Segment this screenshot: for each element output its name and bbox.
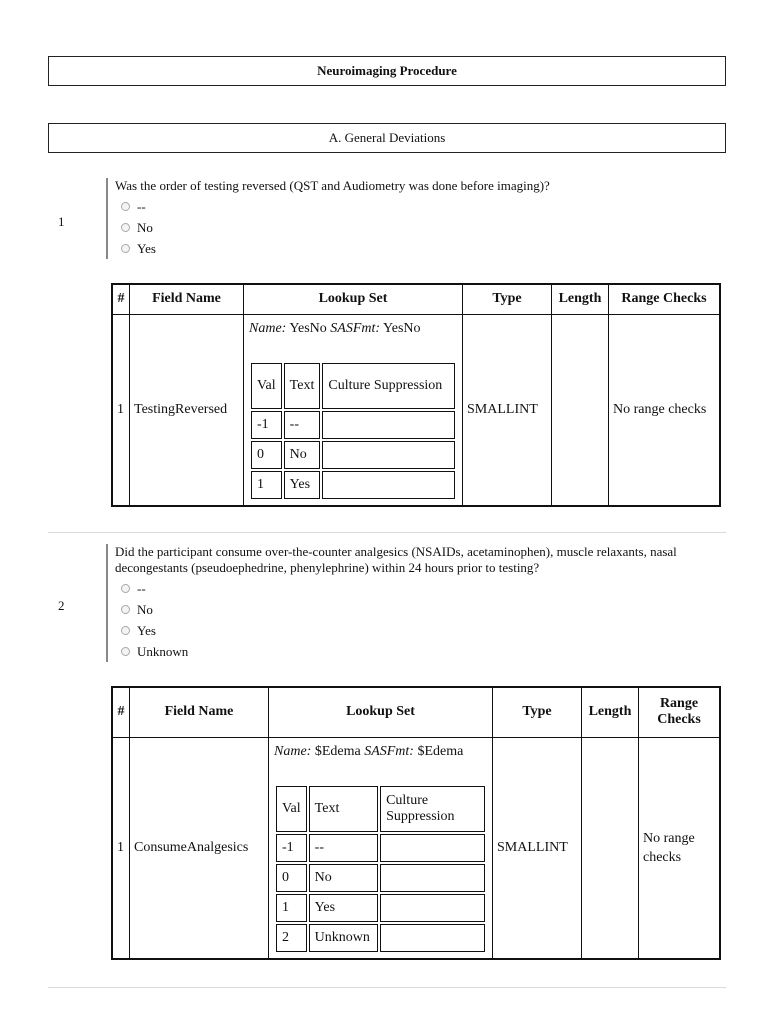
- radio-option-blank[interactable]: [115, 196, 715, 217]
- col-num: #: [112, 284, 130, 314]
- field-type: SMALLINT: [463, 314, 552, 506]
- radio-icon[interactable]: [121, 244, 130, 253]
- sasfmt-label: SASFmt:: [364, 743, 414, 759]
- col-num: #: [112, 687, 130, 737]
- col-range-checks: Range Checks: [609, 284, 721, 314]
- question-1: [106, 178, 715, 259]
- col-length: Length: [552, 284, 609, 314]
- lookup-values-table: [249, 361, 457, 501]
- question-number: 2: [58, 598, 65, 613]
- lookup-val: -1: [276, 834, 307, 862]
- inner-col-text: Text: [284, 363, 321, 409]
- radio-option-unknown[interactable]: [115, 641, 705, 662]
- radio-icon[interactable]: [121, 223, 130, 232]
- row-num: 1: [112, 314, 130, 506]
- lookup-text: Unknown: [309, 924, 378, 952]
- lookup-name: [249, 321, 457, 337]
- lookup-row: [276, 894, 485, 922]
- question-2: [106, 544, 705, 662]
- lookup-val: -1: [251, 411, 282, 439]
- sasfmt-value: YesNo: [383, 320, 421, 336]
- lookup-set: [269, 737, 493, 959]
- question-text: Did the participant consume over-the-counter analgesics (NSAIDs, acetaminophen), muscle relaxants, nasal decongestants (pseudoephedrine, phenylephrine) within 24 hours prior to testing?: [115, 544, 677, 575]
- lookup-values-table: [274, 784, 487, 954]
- radio-icon[interactable]: [121, 647, 130, 656]
- lookup-text: Yes: [284, 471, 321, 499]
- lookup-set: [244, 314, 463, 506]
- lookup-text: --: [309, 834, 378, 862]
- field-table: [111, 686, 721, 960]
- radio-option-no[interactable]: [115, 217, 715, 238]
- option-label: No: [137, 601, 153, 617]
- col-field-name: Field Name: [130, 284, 244, 314]
- lookup-row: [251, 411, 455, 439]
- lookup-text: No: [284, 441, 321, 469]
- table-row: [112, 314, 720, 506]
- lookup-culture: [380, 834, 485, 862]
- option-label: No: [137, 219, 153, 235]
- lookup-row: [251, 471, 455, 499]
- name-label: Name:: [274, 743, 312, 759]
- field-name: ConsumeAnalgesics: [130, 737, 269, 959]
- lookup-culture: [380, 894, 485, 922]
- divider: [48, 532, 726, 533]
- inner-col-val: Val: [251, 363, 282, 409]
- divider: [48, 987, 726, 988]
- radio-option-yes[interactable]: [115, 620, 705, 641]
- lookup-val: 2: [276, 924, 307, 952]
- lookup-culture: [380, 864, 485, 892]
- lookup-culture: [322, 411, 455, 439]
- lookup-row: [276, 864, 485, 892]
- lookup-val: 0: [276, 864, 307, 892]
- col-field-name: Field Name: [130, 687, 269, 737]
- name-label: Name:: [249, 320, 287, 336]
- lookup-row: [276, 924, 485, 952]
- lookup-culture: [322, 441, 455, 469]
- section-title: A. General Deviations: [48, 123, 726, 153]
- lookup-name-value: YesNo: [289, 320, 327, 336]
- lookup-row: [251, 441, 455, 469]
- col-lookup-set: Lookup Set: [244, 284, 463, 314]
- lookup-culture: [322, 471, 455, 499]
- lookup-name: [274, 744, 487, 760]
- option-label: Unknown: [137, 643, 189, 659]
- col-type: Type: [463, 284, 552, 314]
- option-label: --: [137, 198, 146, 214]
- lookup-val: 0: [251, 441, 282, 469]
- lookup-text: Yes: [309, 894, 378, 922]
- lookup-culture: [380, 924, 485, 952]
- col-range-checks: Range Checks: [639, 687, 721, 737]
- question-text: Was the order of testing reversed (QST and Audiometry was done before imaging)?: [115, 178, 550, 193]
- inner-col-text: Text: [309, 786, 378, 832]
- radio-icon[interactable]: [121, 584, 130, 593]
- option-label: Yes: [137, 240, 156, 256]
- radio-option-no[interactable]: [115, 599, 705, 620]
- inner-col-culture: Culture Suppression: [380, 786, 485, 832]
- field-length: [552, 314, 609, 506]
- radio-icon[interactable]: [121, 202, 130, 211]
- table-row: [112, 737, 720, 959]
- field-table: [111, 283, 721, 507]
- lookup-row: [276, 834, 485, 862]
- lookup-val: 1: [251, 471, 282, 499]
- option-label: --: [137, 580, 146, 596]
- range-checks: No range checks: [609, 314, 721, 506]
- row-num: 1: [112, 737, 130, 959]
- page-title: Neuroimaging Procedure: [48, 56, 726, 86]
- col-type: Type: [493, 687, 582, 737]
- field-name: TestingReversed: [130, 314, 244, 506]
- radio-icon[interactable]: [121, 605, 130, 614]
- sasfmt-label: SASFmt:: [330, 320, 381, 336]
- radio-option-yes[interactable]: [115, 238, 715, 259]
- lookup-name-value: $Edema: [314, 743, 361, 759]
- lookup-text: No: [309, 864, 378, 892]
- lookup-text: --: [284, 411, 321, 439]
- col-length: Length: [582, 687, 639, 737]
- option-label: Yes: [137, 622, 156, 638]
- field-length: [582, 737, 639, 959]
- radio-option-blank[interactable]: [115, 578, 705, 599]
- col-lookup-set: Lookup Set: [269, 687, 493, 737]
- inner-col-culture: Culture Suppression: [322, 363, 455, 409]
- inner-col-val: Val: [276, 786, 307, 832]
- lookup-val: 1: [276, 894, 307, 922]
- sasfmt-value: $Edema: [417, 743, 464, 759]
- range-checks: No range checks: [639, 737, 721, 959]
- radio-icon[interactable]: [121, 626, 130, 635]
- question-number: 1: [58, 214, 65, 229]
- field-type: SMALLINT: [493, 737, 582, 959]
